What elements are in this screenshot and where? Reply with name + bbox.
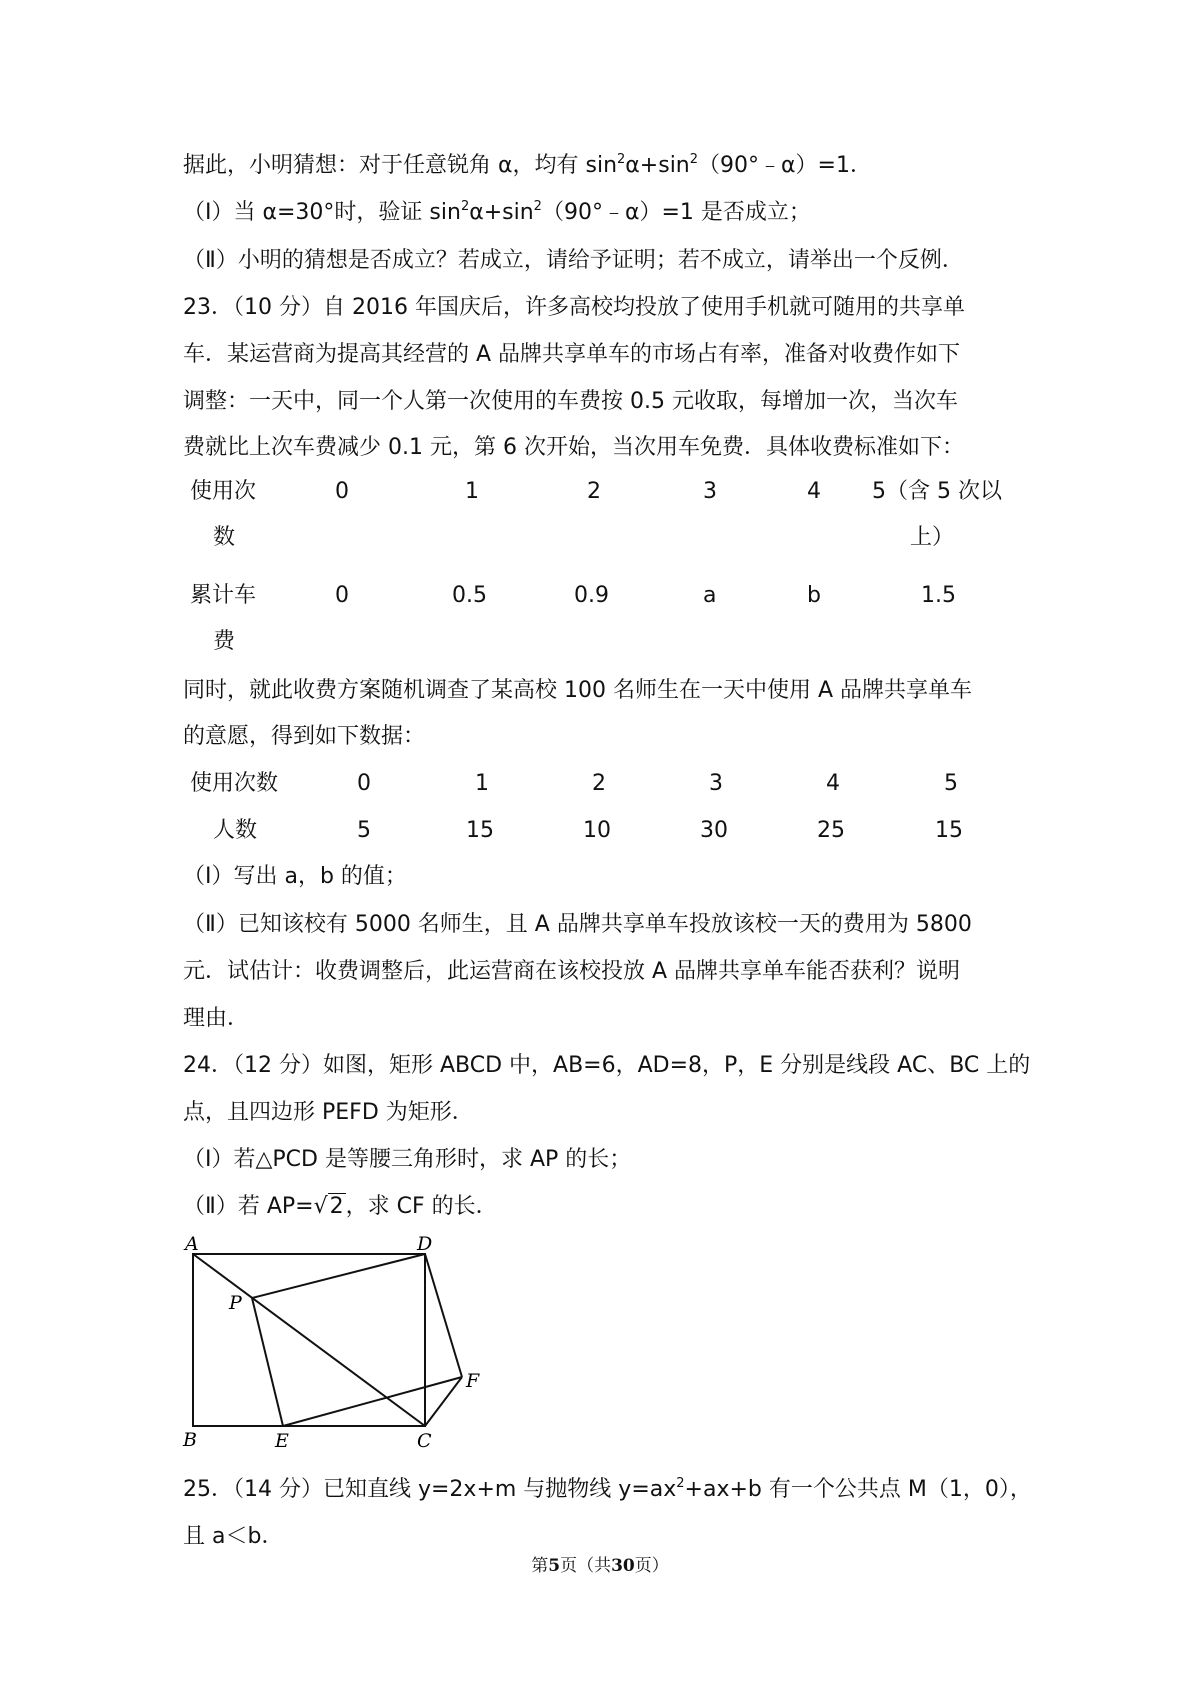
text-line: 理由． [183, 1006, 250, 1031]
table-cell: 4 [807, 479, 821, 504]
superscript: 2 [617, 152, 626, 167]
page-footer [0, 1551, 1200, 1576]
table-cell: 0 [335, 583, 349, 608]
question-25-heading [183, 1475, 1032, 1508]
text-line: 的意愿，得到如下数据： [183, 724, 426, 749]
line-segment: （Ⅱ）若 AP= [183, 1194, 314, 1219]
table-cell: 1.5 [921, 583, 956, 608]
superscript: 2 [460, 199, 470, 214]
table-cell: a [703, 583, 717, 608]
text-line: （Ⅰ）写出 a，b 的值； [183, 864, 407, 889]
label-f: F [466, 1370, 480, 1392]
label-d: D [417, 1233, 433, 1255]
total-pages: 30 [611, 1556, 635, 1576]
label-e: E [275, 1430, 289, 1452]
label-b: B [183, 1429, 197, 1451]
table-cell: b [807, 583, 821, 608]
table-cell: 5（含 5 次以 [872, 479, 1002, 504]
diagonal-ac [193, 1254, 425, 1426]
table-header: 使用次 [190, 479, 257, 504]
table-cell: 15 [935, 818, 963, 843]
table-cell: 1 [475, 771, 489, 796]
table-cell: 4 [826, 771, 840, 796]
table-header: 使用次数 [190, 771, 279, 796]
table-cell: 25 [817, 818, 845, 843]
text-line: （Ⅱ）小明的猜想是否成立？若成立，请给予证明；若不成立，请举出一个反例． [183, 248, 964, 273]
line-segment: +ax+b 有一个公共点 M（1，0）， [684, 1477, 1032, 1502]
label-p: P [229, 1292, 242, 1314]
line-segment: α+sin [469, 200, 534, 225]
table-cell: 3 [703, 479, 717, 504]
table-cell: 0 [357, 771, 371, 796]
table-header: 累计车 [190, 583, 257, 608]
question-24-heading: 24．（12 分）如图，矩形 ABCD 中，AB=6，AD=8，P，E 分别是线段 AC、BC 上的 [183, 1053, 1031, 1078]
table-cell: 0 [335, 479, 349, 504]
footer-text: 第 [531, 1556, 549, 1576]
page-number: 5 [548, 1556, 561, 1576]
text-line: 同时，就此收费方案随机调查了某高校 100 名师生在一天中使用 A 品牌共享单车 [183, 678, 973, 703]
table-cell: 2 [592, 771, 606, 796]
question-23-heading: 23．（10 分）自 2016 年国庆后，许多高校均投放了使用手机就可随用的共享单 [183, 295, 965, 320]
table-cell: 5 [357, 818, 371, 843]
table-header: 人数 [213, 818, 258, 843]
table-cell: 30 [700, 818, 728, 843]
table-cell: 上） [910, 525, 955, 550]
table-header: 数 [213, 525, 236, 550]
line-segment: 据此，小明猜想：对于任意锐角 α，均有 sin [183, 153, 618, 178]
radical-sign: √ [313, 1194, 328, 1219]
text-line: 且 a＜b． [183, 1524, 284, 1549]
line-segment: （90°﹣α）=1． [698, 153, 872, 178]
text-line: （Ⅰ）若△PCD 是等腰三角形时，求 AP 的长； [183, 1147, 632, 1172]
footer-text: 页（共 [560, 1556, 612, 1576]
segment-cf [425, 1377, 462, 1426]
text-line [183, 1192, 498, 1222]
text-line: 费就比上次车费减少 0.1 元，第 6 次开始，当次用车免费．具体收费标准如下： [183, 435, 964, 460]
footer-text: 页） [634, 1556, 669, 1576]
table-cell: 5 [944, 771, 958, 796]
text-line: 点，且四边形 PEFD 为矩形． [183, 1100, 474, 1125]
segment-ef [283, 1377, 462, 1426]
label-a: A [185, 1233, 199, 1255]
superscript: 2 [676, 1476, 685, 1491]
text-line [183, 151, 872, 184]
table-header: 费 [213, 629, 236, 654]
rectangle-figure [180, 1232, 490, 1452]
segment-df [425, 1254, 462, 1377]
text-line: 车．某运营商为提高其经营的 A 品牌共享单车的市场占有率，准备对收费作如下 [183, 342, 961, 367]
table-cell: 0.9 [574, 583, 609, 608]
line-segment: 25．（14 分）已知直线 y=2x+m 与抛物线 y=ax [183, 1477, 677, 1502]
text-line: （Ⅱ）已知该校有 5000 名师生，且 A 品牌共享单车投放该校一天的费用为 5800 [183, 912, 972, 937]
radicand: 2 [329, 1194, 344, 1219]
table-cell: 15 [466, 818, 494, 843]
table-cell: 3 [709, 771, 723, 796]
line-segment: α+sin [625, 153, 690, 178]
sqrt-expression [314, 1193, 346, 1219]
table-cell: 10 [583, 818, 611, 843]
superscript: 2 [689, 152, 699, 167]
line-segment: （90°﹣α）=1 是否成立； [541, 200, 811, 225]
line-segment: （Ⅰ）当 α=30°时，验证 sin [183, 200, 461, 225]
text-line [183, 198, 811, 231]
table-cell: 1 [465, 479, 479, 504]
text-line: 元．试估计：收费调整后，此运营商在该校投放 A 品牌共享单车能否获利？说明 [183, 959, 961, 984]
line-segment: ，求 CF 的长． [345, 1194, 498, 1219]
table-cell: 2 [587, 479, 601, 504]
segment-pd [252, 1254, 425, 1298]
label-c: C [417, 1430, 432, 1452]
superscript: 2 [533, 199, 542, 214]
table-cell: 0.5 [452, 583, 487, 608]
text-line: 调整：一天中，同一个人第一次使用的车费按 0.5 元收取，每增加一次，当次车 [183, 389, 958, 414]
